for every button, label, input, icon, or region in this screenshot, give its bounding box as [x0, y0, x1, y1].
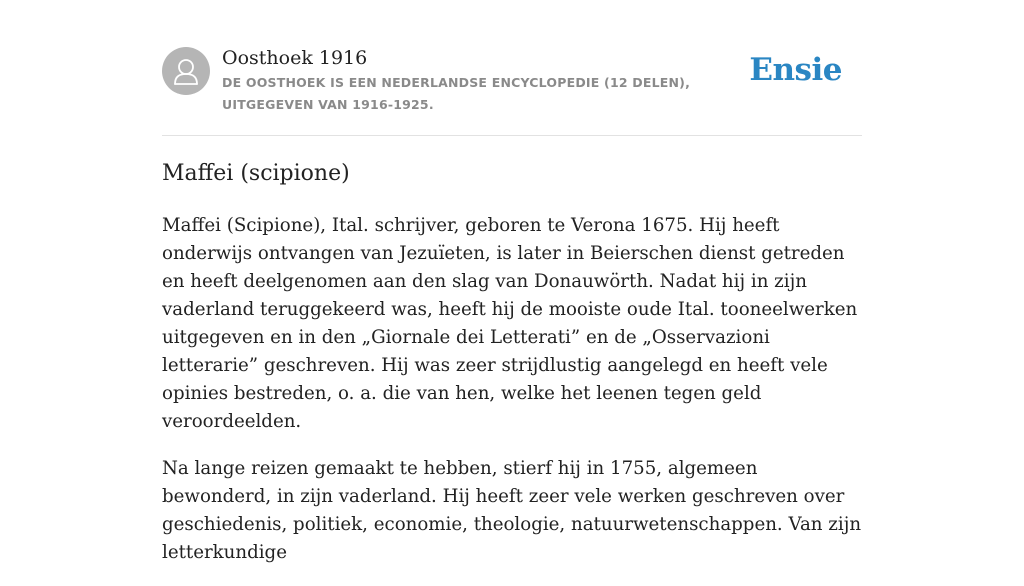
- page: [162, 0, 862, 563]
- source-description: DE OOSTHOEK IS EEN NEDERLANDSE ENCYCLOPEDIE (12 DELEN), UITGEGEVEN VAN 1916-1925.: [222, 75, 691, 112]
- paragraph: Na lange reizen gemaakt te hebben, stierf hij in 1755, algemeen bewonderd, in zijn vaderland. Hij heeft zeer vele werken geschreven over geschiedenis, politiek, economie, theologie, natuurwetenschappen. Van zijn letterkundige: [162, 458, 862, 563]
- source-title[interactable]: Oosthoek 1916: [222, 47, 368, 69]
- source-header: [162, 0, 862, 136]
- article-body: [162, 212, 862, 586]
- paragraph: Maffei (Scipione), Ital. schrijver, geboren te Verona 1675. Hij heeft onderwijs ontvangen van Jezuïeten, is later in Beierschen dienst getreden en heeft deelgenomen aan den slag van Donauwörth. Nadat hij in zijn vaderland teruggekeerd was, heeft hij de mooiste oude Ital. tooneelwerken uitgegeven en in den „Giornale dei Letterati” en de „Osservazioni letterarie” geschreven. Hij was zeer strijdlustig aangelegd en heeft vele opinies bestreden, o. a. die van hen, welke het leenen tegen geld veroordeelden.: [162, 215, 858, 432]
- article-title: Maffei (scipione): [162, 161, 350, 186]
- ensie-logo[interactable]: Ensie: [749, 52, 842, 88]
- user-icon: [162, 47, 210, 95]
- avatar[interactable]: [162, 47, 210, 95]
